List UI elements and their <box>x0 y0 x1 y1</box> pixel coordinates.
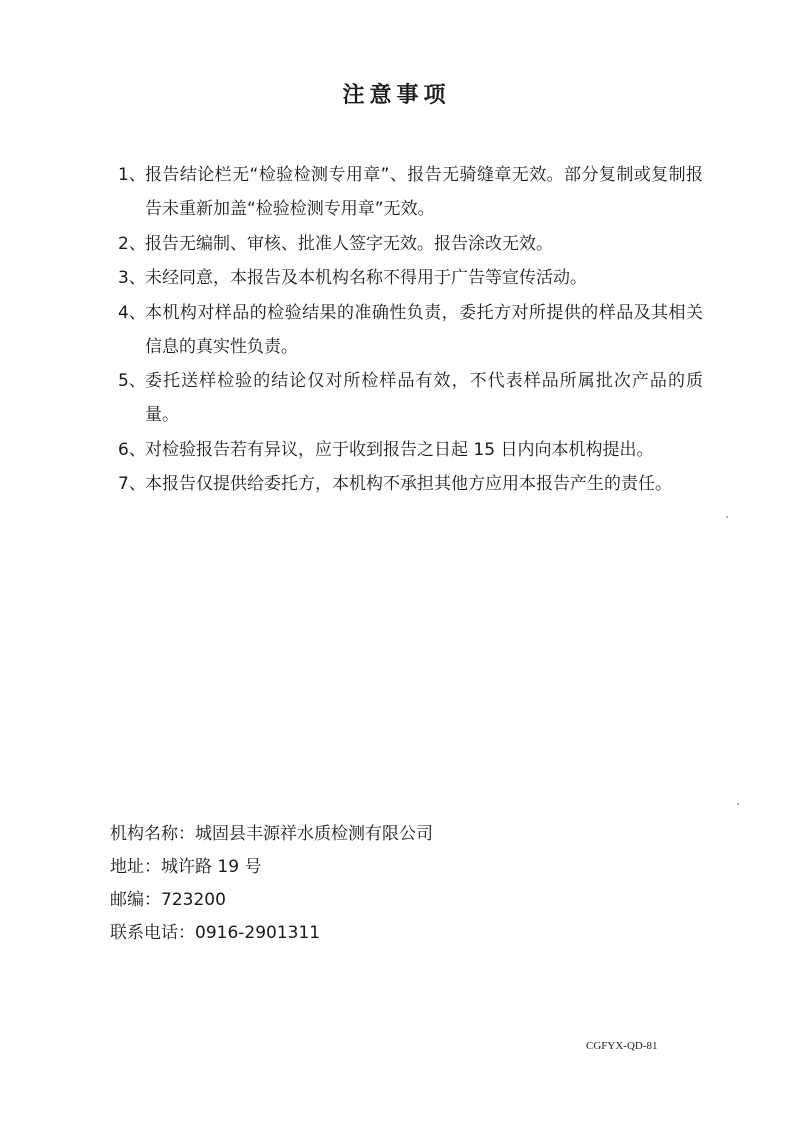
org-name-label: 机构名称： <box>110 824 195 844</box>
organization-info <box>110 818 610 950</box>
org-postcode-value: 723200 <box>161 890 226 910</box>
notice-text: 委托送样检验的结论仅对所检样品有效，不代表样品所属批次产品的质量。 <box>145 371 703 425</box>
org-postcode-line <box>110 884 610 917</box>
notice-text: 本机构对样品的检验结果的准确性负责，委托方对所提供的样品及其相关信息的真实性负责。 <box>145 302 703 357</box>
document-code: CGFYX-QD-81 <box>586 1040 658 1052</box>
notice-item-1 <box>118 158 703 226</box>
org-phone-value: 0916-2901311 <box>195 923 321 943</box>
scan-speck <box>726 516 728 518</box>
notice-item-3 <box>118 261 703 295</box>
org-phone-line <box>110 917 610 950</box>
org-name-value: 城固县丰源祥水质检测有限公司 <box>195 824 433 844</box>
notice-item-4 <box>118 296 703 364</box>
notice-number: 3、 <box>118 268 146 288</box>
org-phone-label: 联系电话： <box>110 923 195 943</box>
notice-text: 未经同意，本报告及本机构名称不得用于广告等宣传活动。 <box>145 268 587 288</box>
notice-number: 5、 <box>118 371 146 391</box>
notice-number: 6、 <box>118 439 146 460</box>
org-address-value: 城许路 19 号 <box>161 857 262 877</box>
notice-item-2 <box>118 227 703 261</box>
org-name-line <box>110 818 610 851</box>
notice-number: 7、 <box>118 474 146 494</box>
page-title: 注意事项 <box>342 83 451 108</box>
notice-text: 本报告仅提供给委托方，本机构不承担其他方应用本报告产生的责任。 <box>145 474 672 494</box>
notice-list <box>118 158 703 502</box>
notice-text: 报告无编制、审核、批准人签字无效。报告涂改无效。 <box>145 233 553 254</box>
org-postcode-label: 邮编： <box>110 890 161 910</box>
notice-number: 4、 <box>118 302 146 323</box>
notice-number: 2、 <box>118 233 146 254</box>
notice-item-6 <box>118 433 703 467</box>
org-address-label: 地址： <box>110 857 161 877</box>
notice-text: 报告结论栏无“检验检测专用章”、报告无骑缝章无效。部分复制或复制报告未重新加盖“检验检测专用章”无效。 <box>145 165 703 219</box>
scan-speck <box>737 803 739 805</box>
notice-text: 对检验报告若有异议，应于收到报告之日起 15 日内向本机构提出。 <box>145 439 654 460</box>
org-address-line <box>110 851 610 884</box>
notice-item-5 <box>118 364 703 432</box>
notice-number: 1、 <box>118 165 146 185</box>
notice-item-7 <box>118 467 703 501</box>
